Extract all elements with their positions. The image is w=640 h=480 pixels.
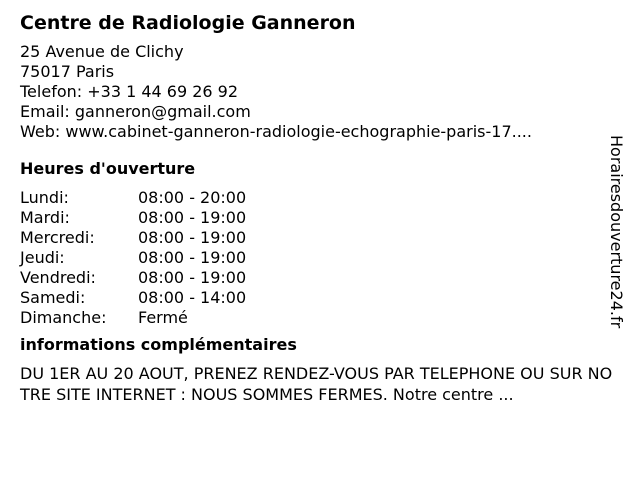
day-label: Samedi: bbox=[20, 288, 86, 307]
hours-row-monday bbox=[20, 188, 620, 208]
hours-row-sunday bbox=[20, 308, 620, 328]
site-watermark: Horairesdouverture24.fr bbox=[607, 135, 626, 329]
hours-row-wednesday bbox=[20, 228, 620, 248]
address-city: 75017 Paris bbox=[20, 62, 115, 81]
phone-number: Telefon: +33 1 44 69 26 92 bbox=[20, 82, 239, 101]
hours-row-saturday bbox=[20, 288, 620, 308]
time-range: 08:00 - 19:00 bbox=[138, 248, 247, 267]
time-range: 08:00 - 14:00 bbox=[138, 288, 247, 307]
hours-row-tuesday bbox=[20, 208, 620, 228]
opening-hours-table bbox=[20, 188, 620, 328]
day-label: Mercredi: bbox=[20, 228, 95, 247]
time-range: 08:00 - 20:00 bbox=[138, 188, 247, 207]
day-label: Lundi: bbox=[20, 188, 69, 207]
hours-row-thursday bbox=[20, 248, 620, 268]
time-range: 08:00 - 19:00 bbox=[138, 208, 247, 227]
additional-info-text: DU 1ER AU 20 AOUT, PRENEZ RENDEZ-VOUS PAR TELEPHONE OU SUR NOTRE SITE INTERNET : NOUS SOMMES FERMES. Notre centre ... bbox=[20, 364, 613, 404]
additional-info-heading: informations complémentaires bbox=[20, 335, 297, 354]
day-label: Mardi: bbox=[20, 208, 70, 227]
email-address: Email: ganneron@gmail.com bbox=[20, 102, 251, 121]
website-url: Web: www.cabinet-ganneron-radiologie-echographie-paris-17.... bbox=[20, 122, 532, 141]
day-label: Jeudi: bbox=[20, 248, 65, 267]
time-range: 08:00 - 19:00 bbox=[138, 268, 247, 287]
time-range: Fermé bbox=[138, 308, 188, 327]
day-label: Vendredi: bbox=[20, 268, 96, 287]
address-street: 25 Avenue de Clichy bbox=[20, 42, 184, 61]
business-card bbox=[20, 10, 620, 405]
day-label: Dimanche: bbox=[20, 308, 107, 327]
time-range: 08:00 - 19:00 bbox=[138, 228, 247, 247]
business-name: Centre de Radiologie Ganneron bbox=[20, 12, 356, 34]
hours-row-friday bbox=[20, 268, 620, 288]
opening-hours-heading: Heures d'ouverture bbox=[20, 159, 196, 178]
